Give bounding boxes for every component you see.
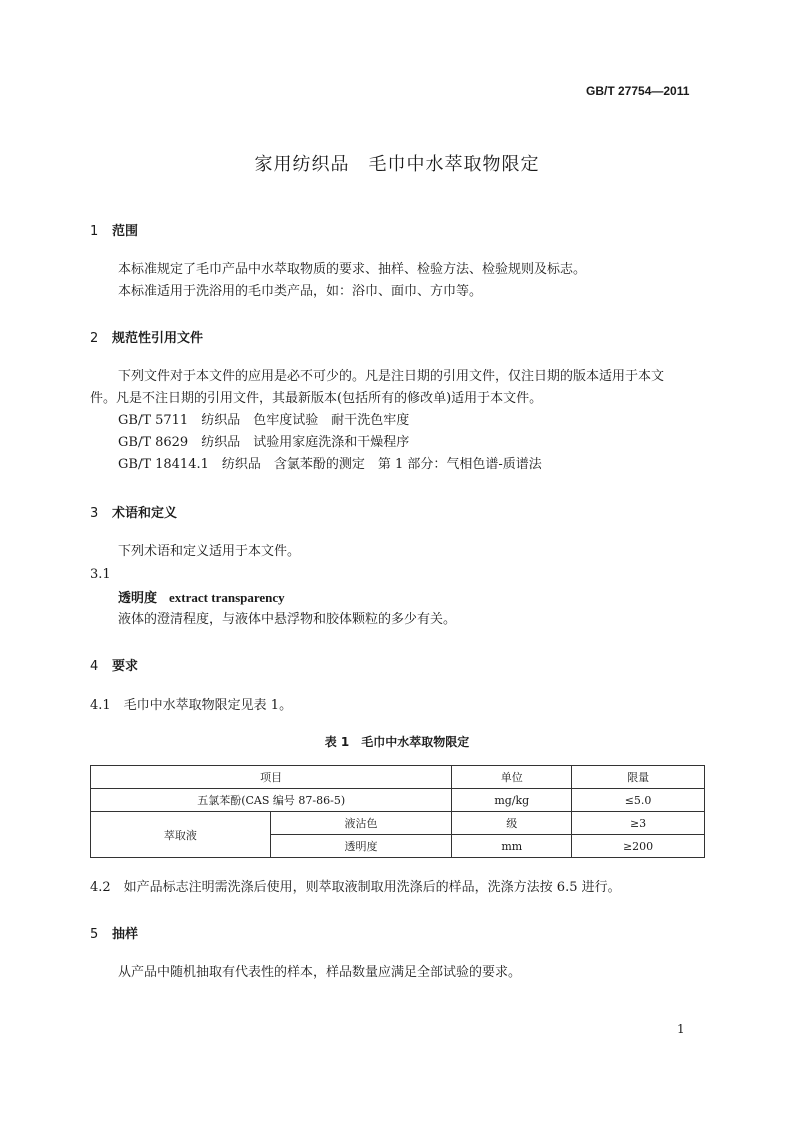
term-definition: 液体的澄清程度，与液体中悬浮物和胶体颗粒的多少有关。 xyxy=(118,612,457,627)
section-2-heading xyxy=(90,327,203,346)
page-number: 1 xyxy=(677,1022,685,1036)
reference-item: GB/T 18414.1 纺织品 含氯苯酚的测定 第 1 部分：气相色谱-质谱法 xyxy=(118,457,542,472)
table-row xyxy=(91,812,705,835)
section-4-heading xyxy=(90,655,138,674)
cell-unit: 级 xyxy=(452,812,572,835)
section-2-number: 2 xyxy=(90,331,99,346)
section-1-paragraph: 本标准规定了毛巾产品中水萃取物质的要求、抽样、检验方法、检验规则及标志。 xyxy=(118,262,587,277)
header-item: 项目 xyxy=(91,766,452,789)
term-chinese: 透明度 xyxy=(118,591,158,606)
section-1-title: 范围 xyxy=(112,224,139,239)
clause-4-1: 4.1 毛巾中水萃取物限定见表 1。 xyxy=(90,698,293,713)
clause-4-2: 4.2 如产品标志注明需洗涤后使用，则萃取液制取用洗涤后的样品，洗涤方法按 6.5 进行。 xyxy=(90,880,621,895)
term-entry xyxy=(118,587,285,610)
section-5-number: 5 xyxy=(90,927,99,942)
section-5-paragraph: 从产品中随机抽取有代表性的样本，样品数量应满足全部试验的要求。 xyxy=(118,965,522,980)
section-3-intro: 下列术语和定义适用于本文件。 xyxy=(118,544,301,559)
section-5-heading xyxy=(90,923,138,942)
section-1-number: 1 xyxy=(90,224,99,239)
term-number: 3.1 xyxy=(90,567,111,582)
section-2-intro: 件。凡是不注日期的引用文件，其最新版本(包括所有的修改单)适用于本文件。 xyxy=(90,391,543,406)
table-header-row xyxy=(91,766,705,789)
table-caption: 表 1 毛巾中水萃取物限定 xyxy=(324,735,470,749)
cell-sub-item: 透明度 xyxy=(270,835,452,858)
section-3-title: 术语和定义 xyxy=(112,506,178,521)
reference-item: GB/T 5711 纺织品 色牢度试验 耐干洗色牢度 xyxy=(118,413,410,428)
cell-limit: ≥200 xyxy=(572,835,705,858)
section-2-intro: 下列文件对于本文件的应用是必不可少的。凡是注日期的引用文件，仅注日期的版本适用于本文 xyxy=(118,369,665,384)
cell-limit: ≥3 xyxy=(572,812,705,835)
cell-unit: mm xyxy=(452,835,572,858)
cell-group: 萃取液 xyxy=(91,812,271,858)
section-2-title: 规范性引用文件 xyxy=(112,331,204,346)
section-3-number: 3 xyxy=(90,506,99,521)
header-unit: 单位 xyxy=(452,766,572,789)
limits-table xyxy=(90,765,705,858)
header-limit: 限量 xyxy=(572,766,705,789)
page-title: 家用纺织品 毛巾中水萃取物限定 xyxy=(254,154,540,175)
cell-unit: mg/kg xyxy=(452,789,572,812)
table-row xyxy=(91,789,705,812)
cell-limit: ≤5.0 xyxy=(572,789,705,812)
reference-item: GB/T 8629 纺织品 试验用家庭洗涤和干燥程序 xyxy=(118,435,410,450)
section-1-heading xyxy=(90,220,138,239)
cell-sub-item: 液沾色 xyxy=(270,812,452,835)
section-4-number: 4 xyxy=(90,659,99,674)
cell-item: 五氯苯酚(CAS 编号 87-86-5) xyxy=(91,789,452,812)
section-3-heading xyxy=(90,502,177,521)
section-1-paragraph: 本标准适用于洗浴用的毛巾类产品，如：浴巾、面巾、方巾等。 xyxy=(118,284,483,299)
term-english: extract transparency xyxy=(169,590,285,605)
section-5-title: 抽样 xyxy=(112,927,139,942)
section-4-title: 要求 xyxy=(112,659,139,674)
document-number: GB/T 27754—2011 xyxy=(586,84,690,98)
